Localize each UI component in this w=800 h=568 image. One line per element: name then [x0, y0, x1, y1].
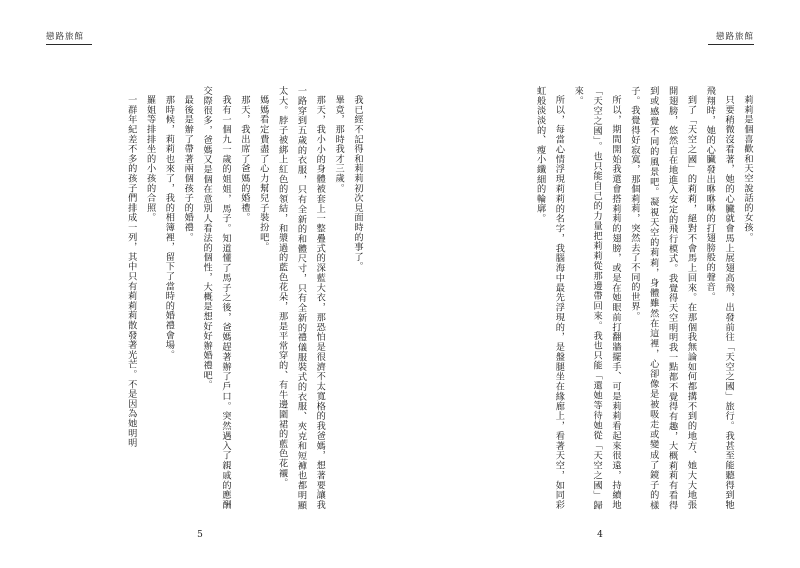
- paragraph: 所以，期間開始我還會搭莉莉的翅膀，或是在她眼前打翻牆擺手、可是莉莉看起來很遠，持續地「天空之國」。也只能自己的力量把莉莉從那邊帶回來。我也只能「還她等待她從「天空之國」歸來。: [572, 86, 621, 510]
- page-right-body: [434, 86, 756, 510]
- paragraph: 那天，我出席了爸媽的婚禮。: [238, 95, 250, 223]
- paragraph: 只要稍微沒看著，她的心臟就會馬上展翅高飛，出發前往「天空之國」旅行。我甚至能聽得到牠飛翔時，她的心臟發出咻咻咻的打翅膀般的聲音。: [704, 86, 735, 510]
- page-number-right: 4: [597, 530, 603, 540]
- paragraph: 羅姐等排排坐的小孩的合照。: [144, 95, 156, 223]
- page-right: [400, 0, 800, 568]
- paragraph: 一群年紀差不多的孩子們排成一列，其中只有莉莉莉散發著光芒。不是因為她明明: [125, 95, 137, 448]
- paragraph: 那時候，莉莉也來了，我的相簿裡，留下了當時的婚禮會場。: [163, 95, 175, 360]
- paragraph: 我已經不記得和莉莉初次見面時的事了。: [352, 95, 363, 272]
- running-head-rule-left: [46, 44, 92, 45]
- paragraph: 所以，每當心情浮現莉莉的名字，我腦海中最先浮現的，是盤腿坐在緣廊上，看著天空，如同彩虹般淡淡的、瘦小纖細的輪廓。: [534, 86, 565, 510]
- page-left-body: [44, 86, 366, 510]
- paragraph: 那天，我小小的身體被套上一整疊式的深藍大衣，那恐怕是很濟不太寬格的我爸媽，想著要讓我一路穿到五歲的衣服，只有全新的和體尺寸，只有全新的禮儀服裝式的衣服、夾克和短褲也都明顯太大。脖子被綁上紅色的領結，和漿過的藍色花朵，那是平常穿的、有牛邊圍裙的藍色花襯。: [276, 86, 326, 510]
- paragraph: 我有一個九一歲的姐姐，馬子。知道懂了馬子之後，爸媽趕著辦了戶口。突然遇入了親戚的應酬交際很多，爸媽又是個在意別人看法的個性，大概是想好好辦婚禮吧。: [201, 86, 231, 510]
- paragraph: 畢竟，那時我才三歲。: [333, 95, 345, 194]
- page-number-left: 5: [197, 530, 203, 540]
- paragraph: 莉莉是個喜歡和天空說話的女孩。: [742, 95, 753, 243]
- paragraph: 最後是辦了帶著兩個孩子的婚禮。: [182, 95, 194, 243]
- running-head-rule-right: [708, 44, 754, 45]
- running-head-right: 戀路旅館: [715, 32, 754, 42]
- paragraph: 媽媽看定費盡了心力幫兒子裝扮吧。: [257, 95, 269, 252]
- running-head-left: 戀路旅館: [46, 32, 85, 42]
- spread-gutter: [400, 0, 401, 568]
- paragraph: 到了「天空之國」的莉莉，絕對不會馬上回來。在那個我無論如何都搆不到的地方、她大大地張開翅膀，悠然自在地進入安定的飛行模式。我覺得天空明明我一點都不覺得有趣，大概莉莉有看得到或感覺不同的風景吧。凝視天空的莉莉，身體雖然在這裡，心卻像是被吸走或變成了鏡子的樣子。我覺得好寂寞，那個莉莉，突然去了不同的世界。: [628, 86, 697, 510]
